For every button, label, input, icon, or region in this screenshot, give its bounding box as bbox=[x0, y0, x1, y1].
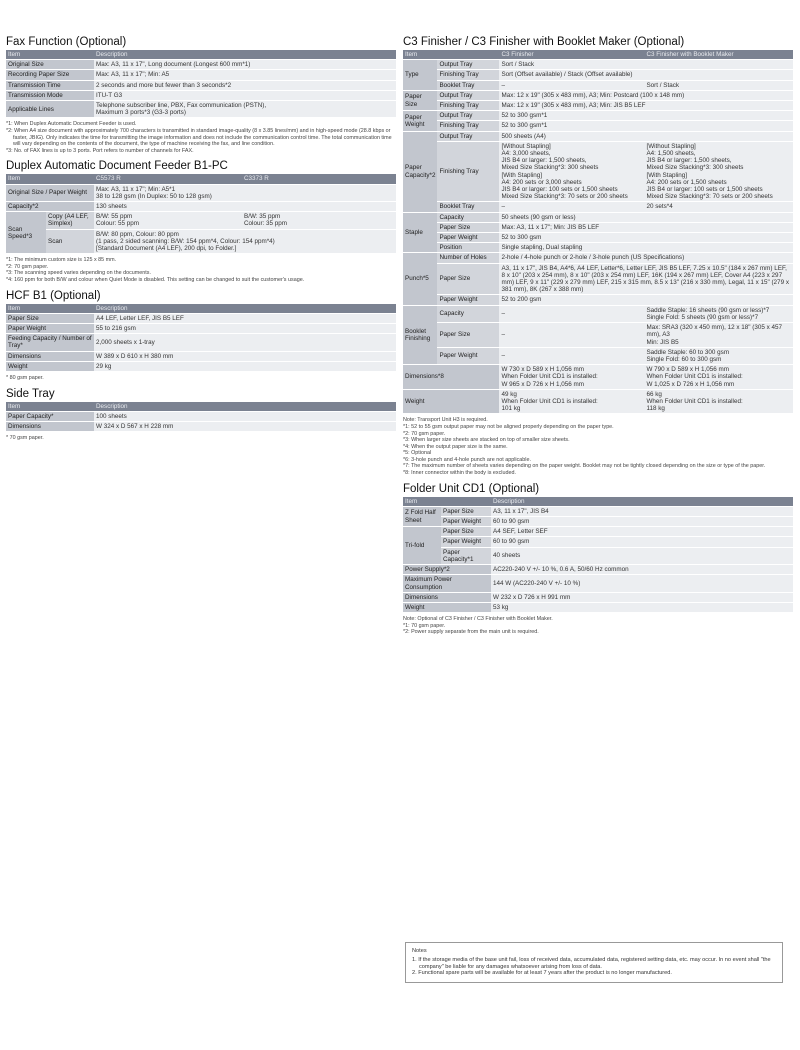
row-value: 2-hole / 4-hole punch or 2-hole / 3-hole punch (US Specifications) bbox=[499, 253, 793, 263]
row-value: 500 sheets (A4) bbox=[499, 131, 793, 141]
footnote: * 80 gsm paper. bbox=[6, 375, 44, 382]
footnote: Note: Optional of C3 Finisher / C3 Finisher with Booklet Maker. bbox=[403, 616, 553, 623]
notes-heading: Notes bbox=[412, 948, 427, 954]
row-label: Maximum Power Consumption bbox=[403, 575, 491, 592]
row-value: A4 SEF, Letter SEF bbox=[491, 527, 793, 537]
row-sublabel: Paper Weight bbox=[437, 347, 499, 364]
row-value: Sort / Stack bbox=[644, 80, 793, 90]
row-label: Scan Speed*3 bbox=[6, 212, 46, 254]
footnote: *3: No. of FAX lines is up to 3 ports. Port refers to number of channels for FAX. bbox=[6, 147, 194, 154]
row-value: 49 kg When Folder Unit CD1 is installed: 101 kg bbox=[499, 389, 644, 414]
row-value: 2 seconds and more but fewer than 3 seconds*2 bbox=[94, 80, 396, 90]
fax-notes bbox=[6, 121, 396, 154]
footnote: Note: Transport Unit H3 is required. bbox=[403, 417, 488, 424]
row-value: A4 LEF, Letter LEF, JIS B5 LEF bbox=[94, 313, 396, 323]
fax-section-title: Fax Function (Optional) bbox=[6, 36, 127, 48]
column-header: Item bbox=[403, 50, 499, 60]
column-header: Item bbox=[6, 174, 94, 184]
disclaimer-item: 1. If the storage media of the base unit fail, loss of received data, accumulated data, registered setting data, etc. may occur. In no event shall "the company" be liable for any damages whatsoever arising from loss of data. bbox=[412, 956, 771, 970]
disclaimer-item: 2. Functional spare parts will be available for at least 7 years after the product is no longer manufactured. bbox=[412, 970, 672, 977]
table-row bbox=[403, 222, 793, 232]
row-label: Paper Capacity*2 bbox=[403, 131, 437, 212]
table-row bbox=[6, 229, 396, 254]
table-row bbox=[403, 243, 793, 253]
folder-table bbox=[403, 497, 793, 613]
row-sublabel: Scan bbox=[46, 229, 94, 254]
footnote: *4: 160 ppm for both B/W and colour when Quiet Mode is disabled. This setting can be changed to suit the customer's usage. bbox=[6, 277, 305, 283]
row-value: Max: SRA3 (320 x 450 mm), 12 x 18" (305 x 457 mm), A3 Min: JIS B5 bbox=[644, 323, 793, 348]
row-label: Tri-fold bbox=[403, 527, 441, 565]
footnote: *3: When larger size sheets are stacked on top of smaller size sheets. bbox=[403, 437, 570, 444]
table-row bbox=[403, 131, 793, 141]
row-value: 60 to 90 gsm bbox=[491, 517, 793, 527]
table-row bbox=[6, 90, 396, 100]
row-sublabel: Number of Holes bbox=[437, 253, 499, 263]
row-value: 144 W (AC220-240 V +/- 10 %) bbox=[491, 575, 793, 592]
table-row bbox=[403, 295, 793, 305]
row-value: Max: A3, 11 x 17"; Min: A5 bbox=[94, 70, 396, 80]
footnote: *1: When Duplex Automatic Document Feeder is used. bbox=[6, 121, 137, 128]
column-header: Item bbox=[6, 304, 94, 314]
row-value: A3, 11 x 17", JIS B4 bbox=[491, 506, 793, 516]
row-value: – bbox=[499, 80, 644, 90]
row-label: Paper Size bbox=[6, 313, 94, 323]
footnote: *5: Optional bbox=[403, 450, 432, 457]
row-value: 53 kg bbox=[491, 602, 793, 612]
column-header: C3373 R bbox=[242, 174, 396, 184]
finisher-table bbox=[403, 50, 793, 414]
footnote: *1: 52 to 55 gsm output paper may not be aligned properly depending on the paper type. bbox=[403, 423, 614, 430]
table-row bbox=[403, 233, 793, 243]
row-label: Dimensions bbox=[6, 351, 94, 361]
row-value: Max: 12 x 19" (305 x 483 mm), A3; Min: JIS B5 LEF bbox=[499, 101, 793, 111]
row-value: W 324 x D 567 x H 228 mm bbox=[94, 422, 396, 432]
table-row bbox=[403, 365, 793, 390]
row-label: Z Fold Half Sheet bbox=[403, 506, 441, 526]
row-sublabel: Paper Weight bbox=[437, 233, 499, 243]
row-value: 100 sheets bbox=[94, 411, 396, 421]
table-row bbox=[6, 422, 396, 432]
table-row bbox=[403, 212, 793, 222]
finisher-notes bbox=[403, 417, 793, 476]
row-label: Dimensions bbox=[6, 422, 94, 432]
row-label: Power Supply*2 bbox=[403, 565, 491, 575]
row-sublabel: Booklet Tray bbox=[437, 202, 499, 212]
row-label: Recording Paper Size bbox=[6, 70, 94, 80]
table-row bbox=[403, 101, 793, 111]
row-sublabel: Position bbox=[437, 243, 499, 253]
row-label: Weight bbox=[6, 361, 94, 371]
table-row bbox=[403, 60, 793, 70]
column-header: Description bbox=[94, 402, 396, 412]
row-label: Paper Capacity* bbox=[6, 411, 94, 421]
row-value: 60 to 90 gsm bbox=[491, 537, 793, 547]
folder-notes bbox=[403, 616, 793, 636]
row-value: Max: A3, 11 x 17", Long document (Longest 600 mm*1) bbox=[94, 60, 396, 70]
row-value: 50 sheets (90 gsm or less) bbox=[499, 212, 793, 222]
row-label: Transmission Mode bbox=[6, 90, 94, 100]
row-label: Paper Weight bbox=[6, 324, 94, 334]
row-sublabel: Paper Size bbox=[437, 263, 499, 295]
row-value: 52 to 300 gsm*1 bbox=[499, 121, 793, 131]
row-value: ITU-T G3 bbox=[94, 90, 396, 100]
table-row bbox=[6, 80, 396, 90]
column-header: Item bbox=[6, 402, 94, 412]
column-header: Item bbox=[403, 497, 491, 507]
row-value: 130 sheets bbox=[94, 202, 396, 212]
table-row bbox=[6, 411, 396, 421]
table-row bbox=[403, 202, 793, 212]
footnote: *1: 70 gsm paper. bbox=[403, 622, 446, 629]
footnote: * 70 gsm paper. bbox=[6, 435, 44, 442]
table-row bbox=[403, 602, 793, 612]
row-value: 52 to 200 gsm bbox=[499, 295, 793, 305]
row-value: W 389 x D 610 x H 380 mm bbox=[94, 351, 396, 361]
row-value: AC220-240 V +/- 10 %, 0.6 A, 50/60 Hz common bbox=[491, 565, 793, 575]
row-value: 66 kg When Folder Unit CD1 is installed: 118 kg bbox=[644, 389, 793, 414]
table-row bbox=[403, 506, 793, 516]
row-label: Transmission Time bbox=[6, 80, 94, 90]
row-sublabel: Output Tray bbox=[437, 60, 499, 70]
disclaimer-notes-box bbox=[405, 942, 783, 983]
table-row bbox=[403, 592, 793, 602]
column-header: Description bbox=[94, 304, 396, 314]
row-value: [Without Stapling] A4: 3,000 sheets, JIS B4 or larger: 1,500 sheets, Mixed Size Stacking*3: 300 sheets [With Stapling] A4: 200 sets or 3,000 sheets JIS B4 or larger: 100 sets or 1,500 sheets Mixed Size Stacking*3: 70 sets or 200 sheets bbox=[499, 141, 644, 202]
row-value: B/W: 80 ppm, Colour: 80 ppm (1 pass, 2 sided scanning: B/W: 154 ppm*4, Colour: 154 ppm*4) [Standard Document (A4 LEF), 200 dpi, to Folder.] bbox=[94, 229, 396, 254]
table-row bbox=[403, 70, 793, 80]
row-sublabel: Paper Weight bbox=[441, 537, 491, 547]
hcf-notes bbox=[6, 375, 396, 382]
side-tray-table bbox=[6, 402, 396, 433]
row-sublabel: Finishing Tray bbox=[437, 141, 499, 202]
row-label: Weight bbox=[403, 602, 491, 612]
dadf-section-title: Duplex Automatic Document Feeder B1-PC bbox=[6, 160, 228, 173]
table-row bbox=[403, 80, 793, 90]
column-header: C3 Finisher bbox=[499, 50, 644, 60]
table-row bbox=[403, 547, 793, 564]
row-value: Max: A3, 11 x 17"; Min: A5*1 38 to 128 gsm (In Duplex: 50 to 128 gsm) bbox=[94, 184, 396, 201]
row-value: A3, 11 x 17", JIS B4, A4*6, A4 LEF, Letter*6, Letter LEF, JIS B5 LEF, 7.25 x 10.5" (184 x 267 mm) LEF, 8 x 10" (203 x 254 mm), 8 x 10" (203 x 254 mm) LEF, 16K (194 x 267 mm) LEF, Cover A4 (223 x 297 mm) LEF, 9 x 11" (229 x 279 mm) LEF, 215 x 315 mm, 8.5 x 13" (216 x 330 mm), Legal, 11 x 15" (279 x 381 mm), 8K (267 x 388 mm) bbox=[499, 263, 793, 295]
row-value: 55 to 216 gsm bbox=[94, 324, 396, 334]
footnote: *6: 3-hole punch and 4-hole punch are not applicable. bbox=[403, 456, 531, 463]
row-label: Applicable Lines bbox=[6, 101, 94, 118]
footnote: *7: The maximum number of sheets varies depending on the paper weight. Booklet may not be tightly closed depending on the size or type of the paper. bbox=[403, 463, 766, 470]
dadf-table bbox=[6, 174, 396, 254]
folder-section-title: Folder Unit CD1 (Optional) bbox=[403, 482, 540, 495]
row-value: 40 sheets bbox=[491, 547, 793, 564]
table-row bbox=[6, 351, 396, 361]
footnote: *2: Power supply separate from the main unit is required. bbox=[403, 629, 539, 636]
table-row bbox=[403, 253, 793, 263]
table-row bbox=[6, 313, 396, 323]
table-row bbox=[403, 565, 793, 575]
row-value: W 790 x D 589 x H 1,056 mm When Folder Unit CD1 is installed: W 1,025 x D 726 x H 1,056 mm bbox=[644, 365, 793, 390]
side-tray-notes bbox=[6, 435, 396, 442]
row-label: Capacity*2 bbox=[6, 202, 94, 212]
table-row bbox=[6, 212, 396, 229]
row-label: Dimensions bbox=[403, 592, 491, 602]
row-sublabel: Paper Size bbox=[441, 506, 491, 516]
footnote: *2: 70 gsm paper. bbox=[403, 430, 446, 437]
row-sublabel: Paper Weight bbox=[437, 295, 499, 305]
row-label: Original Size bbox=[6, 60, 94, 70]
table-header-row bbox=[403, 497, 793, 507]
row-value: [Without Stapling] A4: 1,500 sheets, JIS B4 or larger: 1,500 sheets, Mixed Size Stacking*3: 300 sheets [With Stapling] A4: 200 sets or 1,500 sheets JIS B4 or larger: 100 sets or 1,500 sheets Mixed Size Stacking*3: 70 sets or 200 sheets bbox=[644, 141, 793, 202]
row-sublabel: Finishing Tray bbox=[437, 70, 499, 80]
table-row bbox=[403, 111, 793, 121]
row-value: – bbox=[499, 347, 644, 364]
table-row bbox=[6, 101, 396, 118]
column-header: C5573 R bbox=[94, 174, 242, 184]
table-row bbox=[403, 121, 793, 131]
row-label: Staple bbox=[403, 212, 437, 253]
row-sublabel: Paper Weight bbox=[441, 517, 491, 527]
row-value: W 232 x D 726 x H 991 mm bbox=[491, 592, 793, 602]
side-tray-section-title: Side Tray bbox=[6, 387, 55, 400]
row-value: Telephone subscriber line, PBX, Fax communication (PSTN), Maximum 3 ports*3 (G3-3 ports) bbox=[94, 101, 396, 118]
row-sublabel: Finishing Tray bbox=[437, 101, 499, 111]
row-value: Max: A3, 11 x 17"; Min: JIS B5 LEF bbox=[499, 222, 793, 232]
table-header-row bbox=[6, 304, 396, 314]
column-header: Description bbox=[94, 50, 396, 60]
table-row bbox=[403, 517, 793, 527]
row-value: 20 sets*4 bbox=[644, 202, 793, 212]
row-value: – bbox=[499, 202, 644, 212]
row-value: 29 kg bbox=[94, 361, 396, 371]
row-label: Paper Weight bbox=[403, 111, 437, 131]
row-value: 52 to 300 gsm*1 bbox=[499, 111, 793, 121]
row-label: Paper Size bbox=[403, 90, 437, 110]
footnote: *3: The scanning speed varies depending on the documents. bbox=[6, 270, 151, 277]
table-row bbox=[6, 202, 396, 212]
row-value: Saddle Staple: 16 sheets (90 gsm or less)*7 Single Fold: 5 sheets (90 gsm or less)*7 bbox=[644, 305, 793, 322]
footnote: *8: Inner connector within the body is excluded. bbox=[403, 470, 516, 477]
table-row bbox=[403, 537, 793, 547]
table-row bbox=[403, 90, 793, 100]
hcf-section-title: HCF B1 (Optional) bbox=[6, 289, 101, 302]
footnote: *2: When A4 size document with approximately 700 characters is transmitted in standard image-quality (8 x 3.85 lines/mm) and in high-speed mode (28.8 kbps or faster, JBIG). Only indicates the time for transmitting the image information and does not include the communication control time. The total communication time will vary depending on the contents of the document, the type of machine receiving the fax, and line condition. bbox=[6, 128, 392, 148]
row-value: W 730 x D 589 x H 1,056 mm When Folder Unit CD1 is installed: W 965 x D 726 x H 1,056 mm bbox=[499, 365, 644, 390]
table-header-row bbox=[6, 402, 396, 412]
table-row bbox=[6, 70, 396, 80]
row-sublabel: Output Tray bbox=[437, 90, 499, 100]
footnote: *2: 70 gsm paper. bbox=[6, 263, 49, 270]
right-column bbox=[403, 36, 793, 642]
table-row bbox=[403, 347, 793, 364]
row-sublabel: Paper Capacity*1 bbox=[441, 547, 491, 564]
table-row bbox=[403, 323, 793, 348]
row-label: Punch*5 bbox=[403, 253, 437, 305]
hcf-table bbox=[6, 304, 396, 372]
row-sublabel: Paper Size bbox=[437, 222, 499, 232]
row-sublabel: Capacity bbox=[437, 212, 499, 222]
row-value: Saddle Staple: 60 to 300 gsm Single Fold: 60 to 300 gsm bbox=[644, 347, 793, 364]
table-row bbox=[6, 361, 396, 371]
table-row bbox=[6, 60, 396, 70]
table-header-row bbox=[6, 174, 396, 184]
row-sublabel: Output Tray bbox=[437, 131, 499, 141]
row-value: Max: 12 x 19" (305 x 483 mm), A3; Min: Postcard (100 x 148 mm) bbox=[499, 90, 793, 100]
table-row bbox=[6, 324, 396, 334]
footnote: *1: The minimum custom size is 125 x 85 mm. bbox=[6, 257, 117, 264]
table-row bbox=[403, 305, 793, 322]
row-sublabel: Finishing Tray bbox=[437, 121, 499, 131]
table-row bbox=[403, 263, 793, 295]
row-value: – bbox=[499, 305, 644, 322]
row-value: B/W: 35 ppm Colour: 35 ppm bbox=[242, 212, 396, 229]
footnote: *4: When the output paper size is the same. bbox=[403, 443, 508, 450]
row-sublabel: Capacity bbox=[437, 305, 499, 322]
table-header-row bbox=[403, 50, 793, 60]
row-sublabel: Copy (A4 LEF, Simplex) bbox=[46, 212, 94, 229]
table-row bbox=[403, 575, 793, 592]
row-sublabel: Paper Size bbox=[441, 527, 491, 537]
row-label: Feeding Capacity / Number of Tray* bbox=[6, 334, 94, 351]
row-sublabel: Paper Size bbox=[437, 323, 499, 348]
row-value: 52 to 300 gsm bbox=[499, 233, 793, 243]
fax-table bbox=[6, 50, 396, 118]
row-label: Booklet Finishing bbox=[403, 305, 437, 364]
row-value: 2,000 sheets x 1-tray bbox=[94, 334, 396, 351]
row-value: Single stapling, Dual stapling bbox=[499, 243, 793, 253]
row-value: – bbox=[499, 323, 644, 348]
left-column bbox=[6, 36, 396, 448]
table-row bbox=[6, 184, 396, 201]
row-label: Weight bbox=[403, 389, 499, 414]
table-row bbox=[403, 527, 793, 537]
table-header-row bbox=[6, 50, 396, 60]
column-header: Description bbox=[491, 497, 793, 507]
row-label: Type bbox=[403, 60, 437, 91]
row-label: Dimensions*8 bbox=[403, 365, 499, 390]
column-header: Item bbox=[6, 50, 94, 60]
dadf-notes bbox=[6, 257, 396, 283]
row-label: Original Size / Paper Weight bbox=[6, 184, 94, 201]
row-value: B/W: 55 ppm Colour: 55 ppm bbox=[94, 212, 242, 229]
row-sublabel: Output Tray bbox=[437, 111, 499, 121]
row-value: Sort (Offset available) / Stack (Offset available) bbox=[499, 70, 793, 80]
row-value: Sort / Stack bbox=[499, 60, 793, 70]
column-header: C3 Finisher with Booklet Maker bbox=[644, 50, 793, 60]
table-row bbox=[6, 334, 396, 351]
table-row bbox=[403, 389, 793, 414]
table-row bbox=[403, 141, 793, 202]
row-sublabel: Booklet Tray bbox=[437, 80, 499, 90]
finisher-section-title: C3 Finisher / C3 Finisher with Booklet Maker (Optional) bbox=[403, 36, 685, 48]
